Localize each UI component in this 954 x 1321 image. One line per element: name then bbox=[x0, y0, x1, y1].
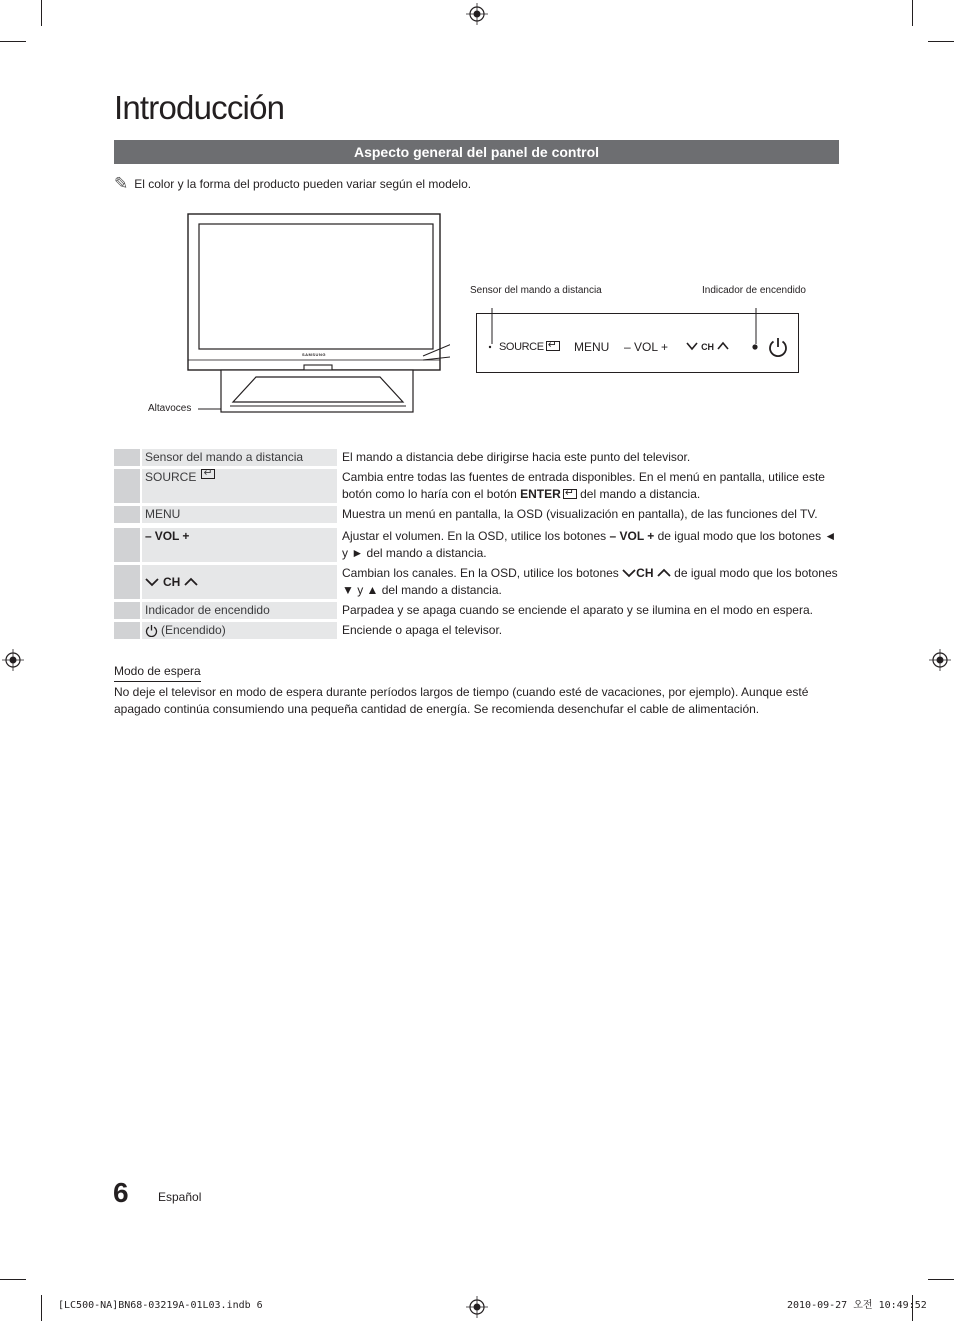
registration-mark-icon bbox=[466, 1296, 488, 1318]
ch-label: CH bbox=[701, 342, 715, 352]
panel-menu-button[interactable]: MENU bbox=[574, 340, 610, 354]
table-row bbox=[114, 565, 839, 599]
table-row bbox=[114, 449, 839, 466]
section-heading: Aspecto general del panel de control bbox=[114, 140, 839, 164]
desc-text: Cambia entre todas las fuentes de entrada disponibles. En el menú en pantalla, utilice este botón como lo haría con el botón bbox=[342, 470, 825, 501]
note-text: El color y la forma del producto pueden variar según el modelo. bbox=[134, 177, 472, 191]
vol-plus-icon: + bbox=[660, 340, 668, 354]
vol-label: VOL bbox=[154, 529, 180, 543]
crop-mark bbox=[41, 0, 42, 26]
source-icon bbox=[201, 469, 215, 479]
row-description: Enciende o apaga el televisor. bbox=[342, 623, 503, 637]
power-icon[interactable] bbox=[767, 336, 789, 358]
row-label-text: (Encendido) bbox=[161, 623, 226, 637]
crop-mark bbox=[41, 1295, 42, 1321]
panel-source-button[interactable] bbox=[499, 339, 560, 355]
desc-text: de igual modo que los botones ◄ y ► del mando a distancia. bbox=[342, 529, 837, 560]
table-row bbox=[114, 506, 839, 523]
row-label: Indicador de encendido bbox=[142, 602, 337, 619]
row-label: MENU bbox=[142, 506, 337, 523]
row-description bbox=[342, 565, 839, 599]
chevron-up-icon bbox=[184, 577, 198, 587]
crop-mark bbox=[0, 41, 26, 42]
registration-mark-icon bbox=[466, 3, 488, 25]
panel-vol-control[interactable] bbox=[624, 339, 668, 355]
standby-text: No deje el televisor en modo de espera durante períodos largos de tiempo (cuando esté de vacaciones, por ejemplo). Aunque esté apagado continúa consumiendo una pequeña cantidad de energía. Se recomienda desenchufar el cable de alimentación. bbox=[114, 685, 809, 716]
row-label: Sensor del mando a distancia bbox=[142, 449, 337, 466]
table-row bbox=[114, 469, 839, 503]
registration-mark-icon bbox=[2, 649, 24, 671]
ch-inline-label: CH bbox=[636, 566, 654, 580]
desc-text: del mando a distancia. bbox=[576, 487, 701, 501]
crop-mark bbox=[928, 41, 954, 42]
source-icon bbox=[546, 341, 560, 351]
row-label bbox=[142, 622, 337, 639]
note bbox=[114, 174, 471, 194]
enter-label: ENTER bbox=[520, 487, 561, 501]
vol-minus-icon: – bbox=[624, 340, 631, 354]
panel-source-label: SOURCE bbox=[499, 341, 544, 353]
row-description bbox=[342, 469, 839, 503]
enter-icon bbox=[563, 489, 577, 499]
crop-mark bbox=[0, 1279, 26, 1280]
speakers-label: Altavoces bbox=[148, 403, 192, 414]
page-number: 6 bbox=[113, 1177, 129, 1208]
page-language: Español bbox=[158, 1190, 202, 1204]
chevron-up-icon bbox=[717, 341, 729, 351]
crop-mark bbox=[912, 0, 913, 26]
chevron-down-icon bbox=[622, 568, 636, 578]
table-row bbox=[114, 622, 839, 639]
row-description bbox=[342, 528, 839, 562]
row-description: El mando a distancia debe dirigirse hacia este punto del televisor. bbox=[342, 450, 691, 464]
table-row bbox=[114, 528, 839, 562]
desc-text: de igual modo que los botones ▼ y ▲ del mando a distancia. bbox=[342, 566, 838, 597]
tv-brand-logo: SAMSUNG bbox=[302, 352, 326, 357]
row-label bbox=[142, 528, 337, 562]
crop-mark bbox=[928, 1279, 954, 1280]
registration-mark-icon bbox=[929, 649, 951, 671]
power-indicator-label: Indicador de encendido bbox=[702, 285, 806, 296]
vol-plus-icon: + bbox=[182, 529, 190, 543]
row-label bbox=[142, 469, 337, 503]
power-icon bbox=[145, 624, 158, 637]
print-timestamp: 2010-09-27 오전 10:49:52 bbox=[787, 1300, 927, 1311]
row-description: Parpadea y se apaga cuando se enciende el aparato y se ilumina en el modo en espera. bbox=[342, 603, 813, 617]
desc-text: Cambian los canales. En la OSD, utilice los botones bbox=[342, 566, 623, 580]
chevron-up-icon bbox=[657, 568, 671, 578]
remote-sensor-label: Sensor del mando a distancia bbox=[470, 285, 602, 296]
row-description: Muestra un menú en pantalla, la OSD (visualización en pantalla), de las funciones del TV. bbox=[342, 507, 818, 521]
row-label bbox=[142, 565, 337, 599]
pencil-note-icon: ✎ bbox=[114, 174, 129, 193]
control-panel-lines bbox=[476, 300, 806, 375]
desc-text: Ajustar el volumen. En la OSD, utilice los botones bbox=[342, 529, 610, 543]
vol-minus-icon: – bbox=[145, 529, 152, 543]
tv-illustration bbox=[180, 210, 450, 416]
row-label-text: SOURCE bbox=[145, 470, 197, 484]
chevron-down-icon bbox=[145, 577, 159, 587]
table-row bbox=[114, 602, 839, 619]
vol-label: VOL bbox=[634, 340, 658, 354]
ch-label: CH bbox=[163, 574, 181, 589]
standby-heading: Modo de espera bbox=[114, 663, 201, 682]
file-info: [LC500-NA]BN68-03219A-01L03.indb 6 bbox=[58, 1300, 263, 1311]
chevron-down-icon bbox=[686, 341, 698, 351]
vol-inline-label: – VOL + bbox=[609, 529, 655, 543]
page-title: Introducción bbox=[114, 89, 285, 126]
panel-ch-control[interactable] bbox=[686, 339, 729, 355]
